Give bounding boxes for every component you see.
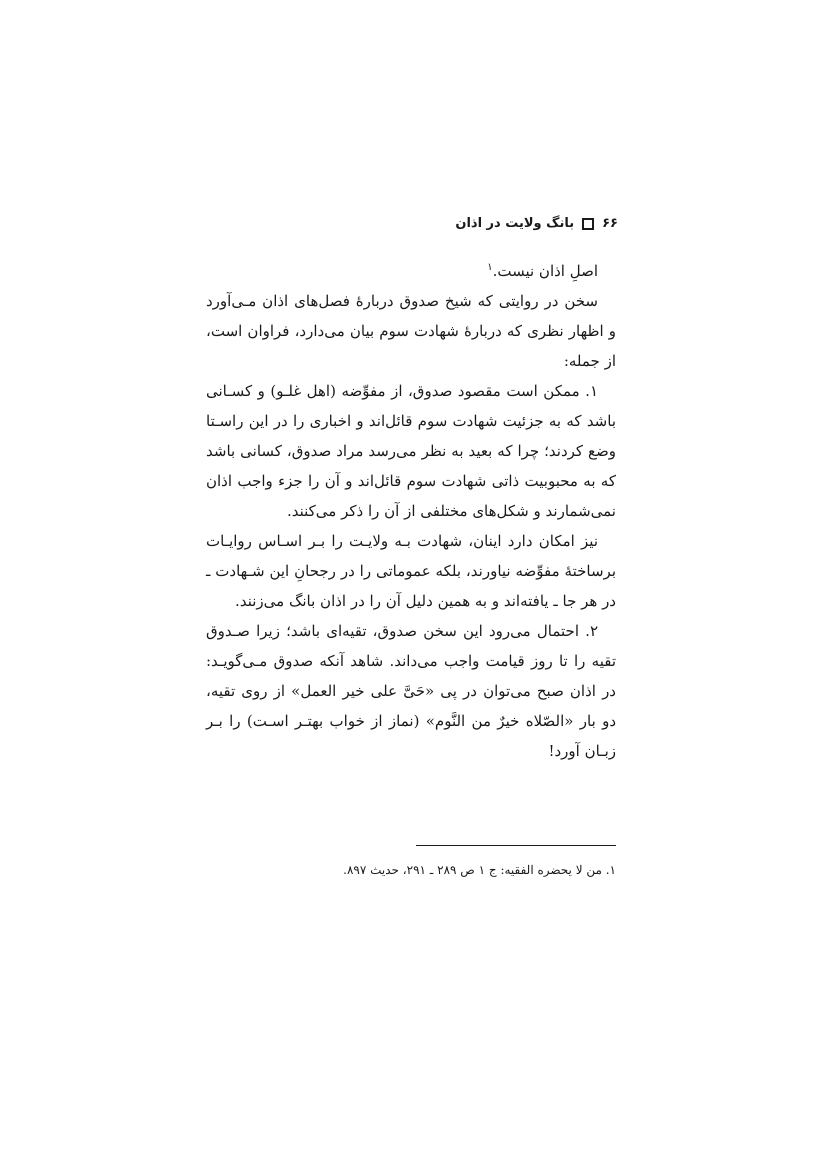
running-head: [455, 214, 618, 234]
body-text: [206, 256, 616, 766]
page-number: ۶۶: [602, 216, 618, 231]
paragraph: سخن در روایتی که شیخ صدوق دربارهٔ فصل‌های اذان مـی‌آورد و اظهار نظری که دربارهٔ شهادت سوم بیان می‌دارد، فراوان است، از جمله:: [206, 292, 616, 370]
paragraph: نیز امکان دارد اینان، شهادت بـه ولایـت را بـر اسـاس روایـات برساختهٔ مفوِّضه نیاورند، بلکه عموماتی را در رجحانِ این شـهادت ـ در هر جا ـ یافته‌اند و به همین دلیل آن را در اذان بانگ می‌زنند.: [206, 532, 616, 610]
footnote-divider: [416, 845, 616, 846]
footnote-reference: ۱: [487, 262, 493, 273]
square-icon: [582, 218, 594, 230]
paragraph-continuation-text: اصلِ اذان نیست.: [492, 262, 598, 280]
paragraph: ۱. ممکن است مقصود صدوق، از مفوِّضه (اهل غلـو) و کسـانی باشد که به جزئیت شهادت سوم قائل‌اند و اخباری را در این راسـتا وضع کردند؛ چرا که بعید به نظر می‌رسد مراد صدوق، کسانی باشد که به محبوبیت ذاتی شهادت سوم قائل‌اند و آن را جزء واجب اذان نمی‌شمارند و شکل‌های مختلفی از آن را ذکر می‌کنند.: [206, 382, 616, 520]
book-title: بانگ ولایت در اذان: [455, 216, 575, 231]
paragraph: ۲. احتمال می‌رود این سخن صدوق، تقیه‌ای باشد؛ زیرا صـدوق تقیه را تا روز قیامت واجب می‌داند. شاهد آنکه صدوق مـی‌گویـد: در اذان صبح می‌توان در پی «حَیَّ علی خیر العمل» از روی تقیه، دو بار «الصّلاه خیرٌ من النَّوم» (نماز از خواب بهتـر اسـت) را بـر زبـان آورد!: [206, 622, 616, 760]
footnote: ۱. من لا یحضره الفقیه: ج ۱ ص ۲۸۹ ـ ۲۹۱، حدیث ۸۹۷.: [343, 863, 616, 877]
paragraph-continuation: [206, 256, 616, 286]
